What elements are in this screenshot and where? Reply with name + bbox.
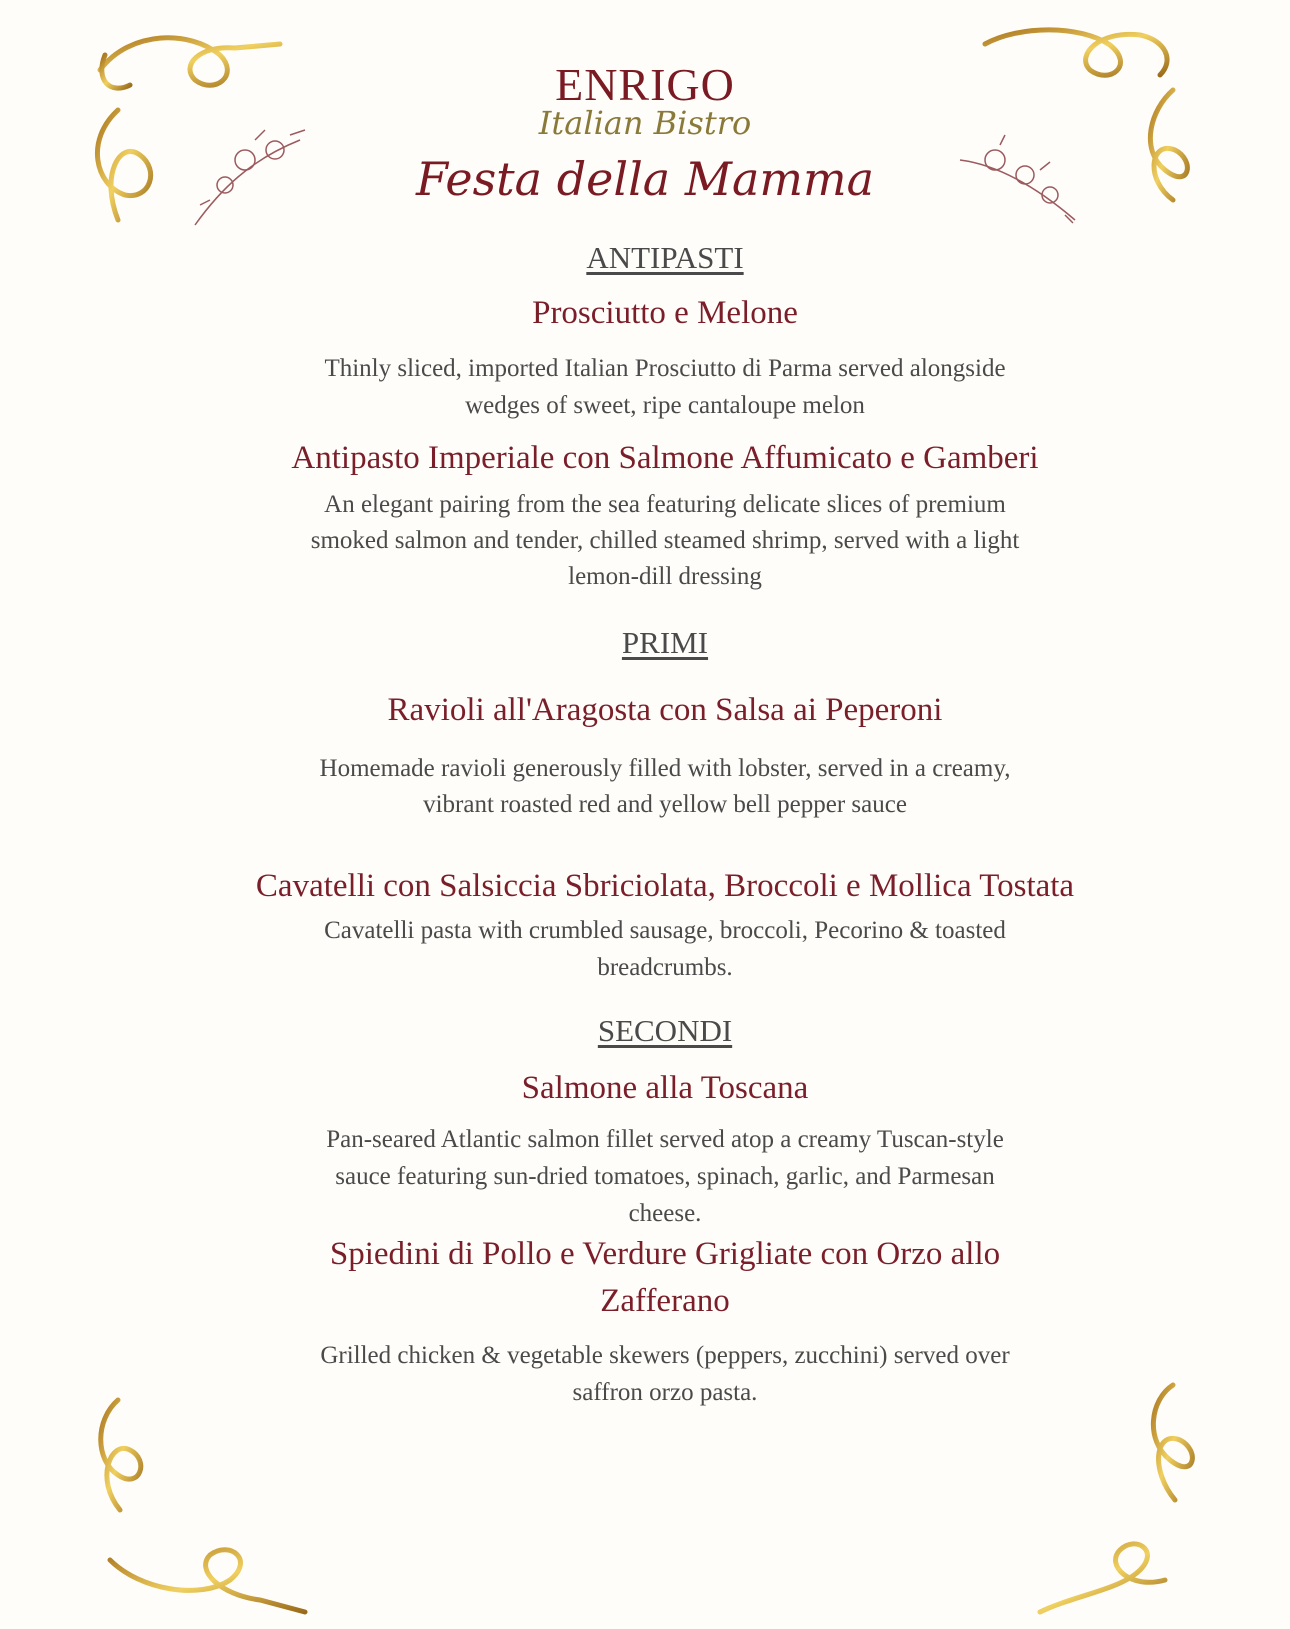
- section-heading-primi: PRIMI: [621, 625, 709, 660]
- dish-name: Zafferano: [600, 1283, 730, 1319]
- dish-name: Spiedini di Pollo e Verdure Grigliate con Orzo allo: [329, 1236, 1001, 1272]
- dish-name: Antipasto Imperiale con Salmone Affumicato e Gamberi: [291, 440, 1039, 476]
- dish-description: smoked salmon and tender, chilled steamed shrimp, served with a light: [310, 527, 1020, 554]
- dish-description: vibrant roasted red and yellow bell pepper sauce: [423, 791, 907, 818]
- dish-description: Cavatelli pasta with crumbled sausage, broccoli, Pecorino & toasted: [324, 917, 1006, 944]
- dish-description: Thinly sliced, imported Italian Prosciutto di Parma served alongside: [324, 355, 1006, 382]
- dish-description: cheese.: [628, 1200, 702, 1227]
- dish-description: sauce featuring sun-dried tomatoes, spinach, garlic, and Parmesan: [335, 1163, 995, 1190]
- dish-description: Pan-seared Atlantic salmon fillet served atop a creamy Tuscan-style: [326, 1126, 1004, 1153]
- section-heading-antipasti: ANTIPASTI: [586, 240, 744, 275]
- dish-description: wedges of sweet, ripe cantaloupe melon: [465, 392, 865, 419]
- dish-description: breadcrumbs.: [597, 954, 733, 981]
- dish-name: Ravioli all'Aragosta con Salsa ai Peperoni: [387, 692, 943, 728]
- dish-name: Prosciutto e Melone: [532, 295, 798, 331]
- brand-logo-name: ENRIGO: [555, 59, 735, 110]
- page-title: Festa della Mamma: [415, 152, 875, 206]
- dish-description: Grilled chicken & vegetable skewers (peppers, zucchini) served over: [320, 1342, 1010, 1369]
- brand-logo-subtitle: Italian Bistro: [538, 104, 752, 142]
- dish-description: An elegant pairing from the sea featuring delicate slices of premium: [324, 491, 1006, 518]
- dish-description: lemon-dill dressing: [568, 563, 762, 590]
- dish-name: Salmone alla Toscana: [521, 1070, 809, 1106]
- dish-description: Homemade ravioli generously filled with lobster, served in a creamy,: [319, 755, 1011, 782]
- section-heading-secondi: SECONDI: [597, 1013, 733, 1048]
- dish-description: saffron orzo pasta.: [572, 1379, 758, 1406]
- dish-name: Cavatelli con Salsiccia Sbriciolata, Broccoli e Mollica Tostata: [255, 868, 1075, 904]
